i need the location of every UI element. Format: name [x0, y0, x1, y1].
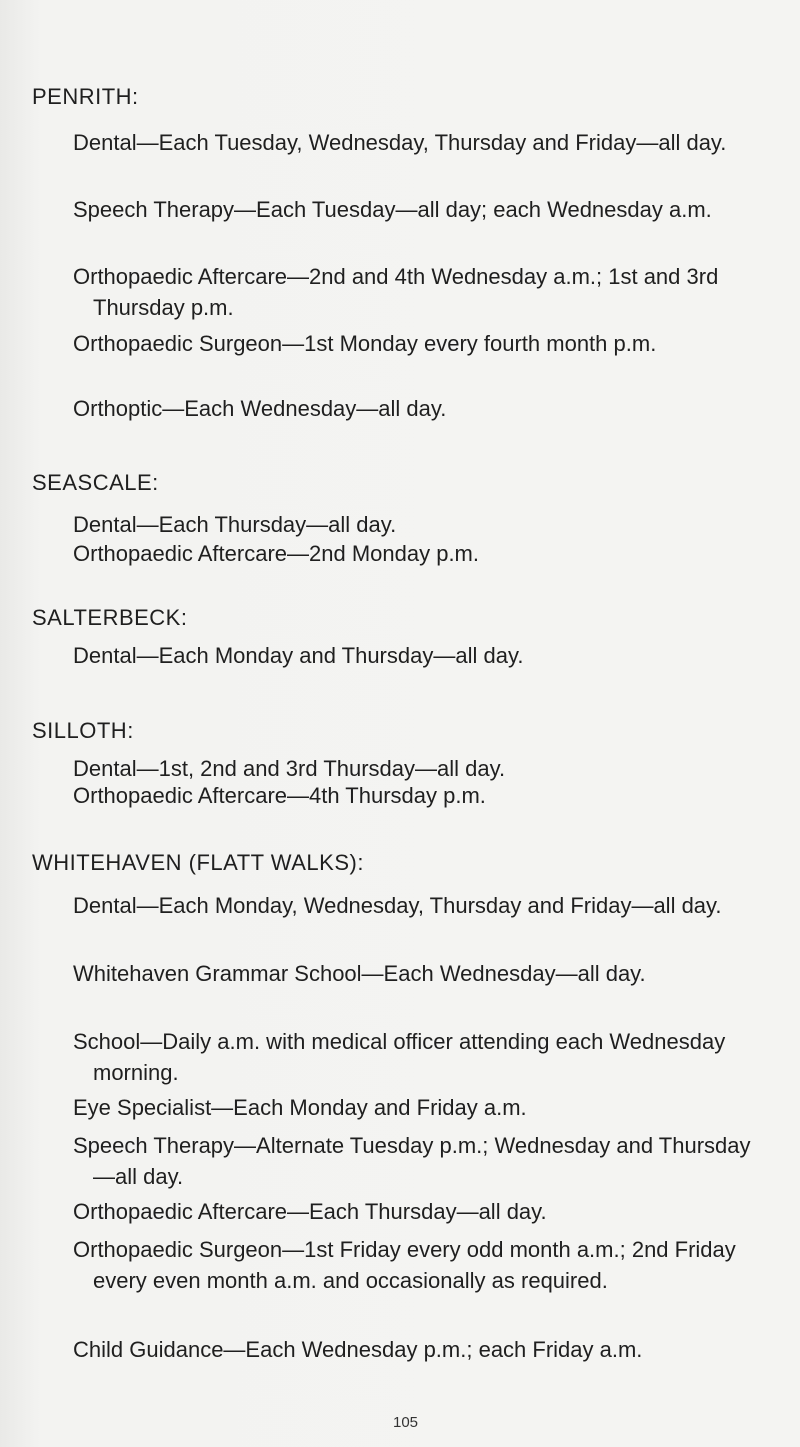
section-heading: WHITEHAVEN (FLATT WALKS): — [32, 850, 364, 875]
list-item: Orthopaedic Surgeon—1st Friday every odd month a.m.; 2nd Friday every even month a.m. and occasionally as required. — [73, 1237, 736, 1293]
list-item: Dental—Each Tuesday, Wednesday, Thursday and Friday—all day. — [73, 130, 727, 155]
section-heading: PENRITH: — [32, 84, 139, 109]
list-item: School—Daily a.m. with medical officer attending each Wednesday morning. — [73, 1029, 726, 1085]
list-item: Dental—Each Thursday—all day. — [73, 512, 397, 537]
list-item: Orthopaedic Aftercare—4th Thursday p.m. — [73, 783, 486, 808]
list-item: Dental—1st, 2nd and 3rd Thursday—all day. — [73, 756, 506, 781]
section-heading: SILLOTH: — [32, 718, 134, 743]
list-item: Child Guidance—Each Wednesday p.m.; each Friday a.m. — [73, 1337, 643, 1362]
list-item: Orthopaedic Aftercare—2nd and 4th Wednesday a.m.; 1st and 3rd Thursday p.m. — [73, 264, 719, 320]
list-item: Orthopaedic Aftercare—Each Thursday—all day. — [73, 1199, 547, 1224]
section-heading: SALTERBECK: — [32, 605, 188, 630]
page-number: 105 — [393, 1414, 419, 1431]
list-item: Whitehaven Grammar School—Each Wednesday—all day. — [73, 961, 646, 986]
list-item: Speech Therapy—Alternate Tuesday p.m.; Wednesday and Thursday—all day. — [73, 1133, 751, 1189]
list-item: Speech Therapy—Each Tuesday—all day; each Wednesday a.m. — [73, 197, 712, 222]
list-item: Orthopaedic Surgeon—1st Monday every fourth month p.m. — [73, 331, 657, 356]
list-item: Dental—Each Monday and Thursday—all day. — [73, 643, 524, 668]
section-heading: SEASCALE: — [32, 470, 159, 495]
list-item: Eye Specialist—Each Monday and Friday a.m. — [73, 1095, 527, 1120]
list-item: Orthopaedic Aftercare—2nd Monday p.m. — [73, 541, 479, 566]
list-item: Orthoptic—Each Wednesday—all day. — [73, 396, 447, 421]
list-item: Dental—Each Monday, Wednesday, Thursday and Friday—all day. — [73, 893, 722, 918]
